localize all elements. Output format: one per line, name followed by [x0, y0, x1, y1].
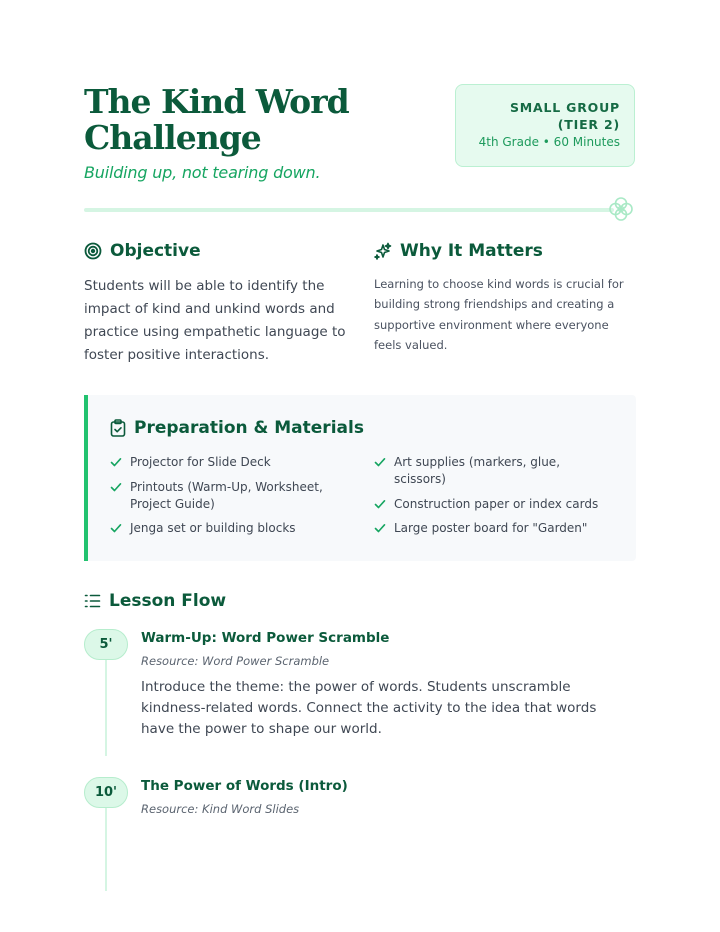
header-divider: [84, 208, 614, 212]
list-icon: [84, 593, 101, 609]
why-text: Learning to choose kind words is crucial for building strong friendships and creating a supportive environment where everyone feels valued.: [374, 277, 624, 352]
preparation-heading: [110, 418, 364, 438]
objective-heading: [84, 241, 201, 261]
step-resource: Resource: Word Power Scramble: [141, 654, 330, 668]
list-item: [374, 496, 614, 513]
why-heading: [374, 241, 543, 261]
preparation-heading-label: Preparation & Materials: [134, 418, 364, 438]
page-title: The Kind Word Challenge: [84, 82, 349, 157]
material-label: Construction paper or index cards: [394, 496, 599, 511]
check-icon: [374, 522, 386, 534]
why-heading-label: Why It Matters: [400, 241, 543, 261]
list-item: [110, 520, 350, 537]
step-description: Introduce the theme: the power of words. Students unscramble kindness-related words. Connect the activity to the idea that words have the power to shape our world.: [141, 679, 597, 737]
target-icon: [84, 242, 102, 260]
material-label: Projector for Slide Deck: [130, 455, 271, 469]
step-title: The Power of Words (Intro): [141, 778, 348, 794]
check-icon: [374, 456, 386, 468]
material-label: Jenga set or building blocks: [130, 521, 296, 535]
materials-right-list: [374, 454, 614, 545]
step-time-badge: 5': [84, 629, 128, 660]
clipboard-check-icon: [110, 419, 126, 437]
step-time-badge: 10': [84, 777, 128, 808]
flower-icon: [607, 195, 635, 223]
sparkles-icon: [374, 242, 392, 260]
list-item: [374, 454, 614, 488]
group-badge: [455, 84, 635, 167]
objective-heading-label: Objective: [110, 241, 201, 261]
badge-title: SMALL GROUP (TIER 2): [509, 100, 620, 132]
check-icon: [374, 498, 386, 510]
materials-left-list: [110, 454, 350, 545]
page-subtitle: Building up, not tearing down.: [84, 163, 321, 182]
step-title: Warm-Up: Word Power Scramble: [141, 630, 390, 646]
timeline-connector: [105, 660, 107, 756]
material-label: Large poster board for "Garden": [394, 521, 588, 535]
objective-text: Students will be able to identify the impact of kind and unkind words and practice using empathetic language to foster positive interactions.: [84, 278, 346, 363]
step-resource: Resource: Kind Word Slides: [141, 802, 300, 816]
badge-meta: 4th Grade • 60 Minutes: [478, 135, 620, 149]
timeline-connector: [105, 807, 107, 891]
material-label: Art supplies (markers, glue, scissors): [394, 455, 561, 486]
check-icon: [110, 456, 122, 468]
list-item: [110, 479, 350, 513]
check-icon: [110, 481, 122, 493]
lesson-flow-heading-label: Lesson Flow: [109, 591, 227, 611]
material-label: Printouts (Warm-Up, Worksheet, Project Guide): [130, 479, 323, 511]
check-icon: [110, 522, 122, 534]
lesson-flow-heading: [84, 591, 226, 611]
list-item: [110, 454, 350, 471]
list-item: [374, 520, 614, 537]
